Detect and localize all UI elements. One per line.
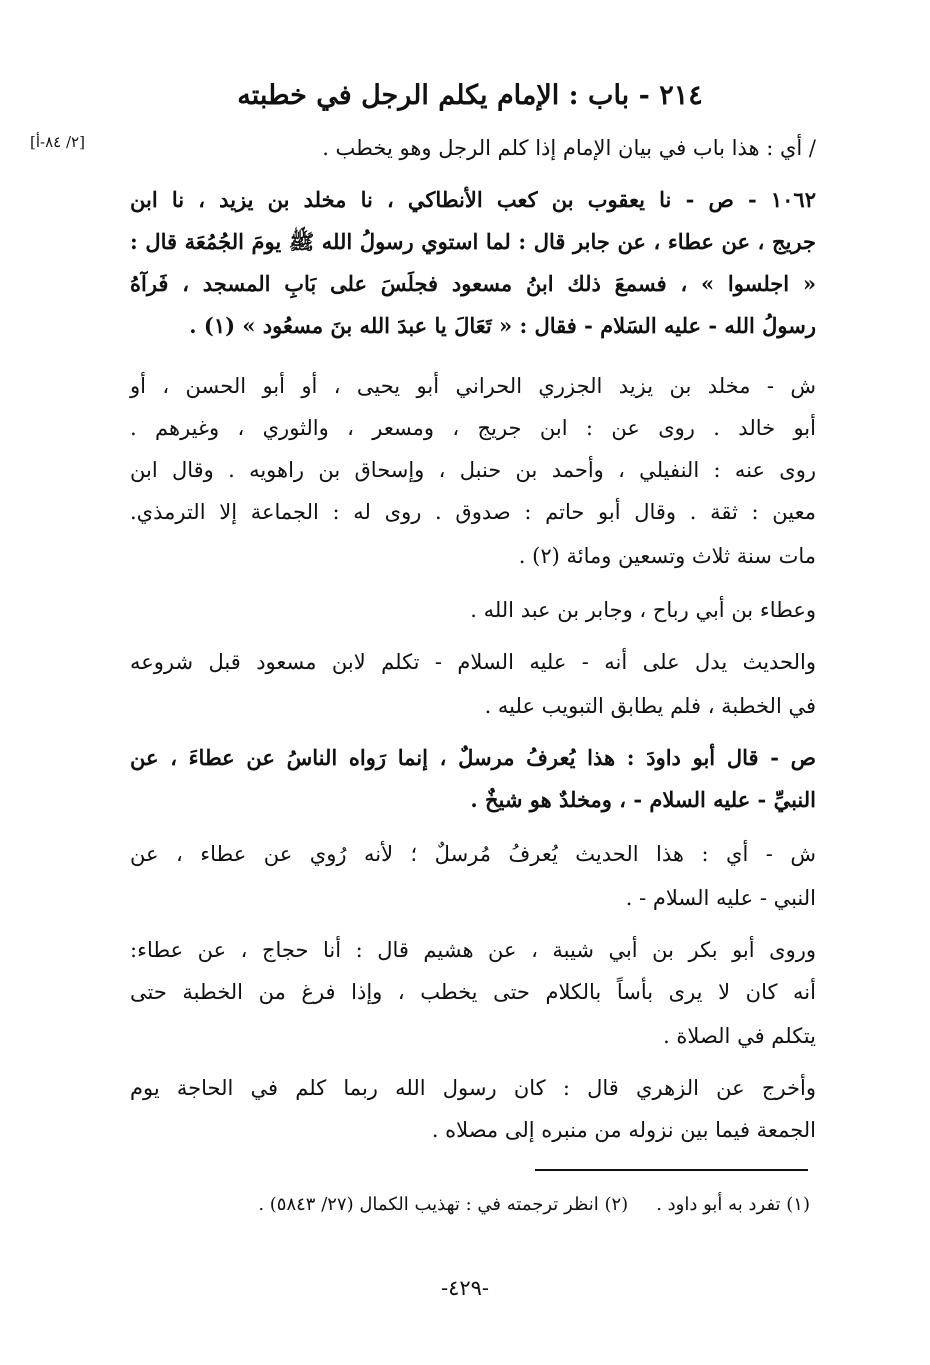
footnote-2: (٢) انظر ترجمته في : تهذيب الكمال (٢٧/ ٥٨٤٣) . (258, 1194, 629, 1215)
hadith-line: النبيِّ - عليه السلام - ، ومخلدٌ هو شيخٌ . (470, 787, 816, 812)
commentary-line: والحديث يدل على أنه - عليه السلام - تكلم لابن مسعود قبل شروعه (130, 650, 816, 674)
manuscript-folio-ref: [٢/ ٨٤-أ] (30, 133, 85, 151)
commentary-line: ش - مخلد بن يزيد الجزري الحراني أبو يحيى ، أو أبو الحسن ، أو (130, 374, 816, 398)
commentary-line: وأخرج عن الزهري قال : كان رسول الله ربما كلم في الحاجة يوم (130, 1076, 816, 1100)
commentary-line: أنه كان لا يرى بأساً بالكلام حتى يخطب ، وإذا فرغ من الخطبة حتى (130, 980, 816, 1004)
footnote-separator (535, 1169, 808, 1171)
hadith-line: رسولُ الله - عليه السَلام - فقال : « تَعَالَ يا عبدَ الله بنَ مسعُود » (١) . (189, 313, 816, 338)
commentary-line: وروى أبو بكر بن أبي شيبة ، عن هشيم قال : أنا حجاج ، عن عطاء: (130, 938, 816, 962)
commentary-line: في الخطبة ، فلم يطابق التبويب عليه . (484, 694, 816, 718)
commentary-line: وعطاء بن أبي رباح ، وجابر بن عبد الله . (470, 598, 816, 622)
commentary-line: الجمعة فيما بين نزوله من منبره إلى مصلاه . (431, 1118, 816, 1142)
footnotes (140, 1188, 810, 1222)
hadith-line: ص - قال أبو داودَ : هذا يُعرفُ مرسلٌ ، إنما رَواه الناسُ عن عطاءَ ، عن (130, 745, 816, 770)
hadith-line: ١٠٦٢ - ص - نا يعقوب بن كعب الأنطاكي ، نا مخلد بن يزيد ، نا ابن (130, 187, 816, 212)
chapter-title: ٢١٤ - باب : الإمام يكلم الرجل في خطبته (237, 80, 703, 111)
hadith-line: جريج ، عن عطاء ، عن جابر قال : لما استوي رسولُ الله ﷺ يومَ الجُمُعَة قال : (130, 229, 816, 254)
commentary-line: معين : ثقة . وقال أبو حاتم : صدوق . روى له : الجماعة إلا الترمذي. (130, 500, 816, 524)
commentary-line: / أي : هذا باب في بيان الإمام إذا كلم الرجل وهو يخطب . (322, 136, 816, 160)
commentary-line: أبو خالد . روى عن : ابن جريج ، ومسعر ، والثوري ، وغيرهم . (130, 416, 816, 440)
footnote-1: (١) تفرد به أبو داود . (656, 1194, 810, 1215)
commentary-line: روى عنه : النفيلي ، وأحمد بن حنبل ، وإسحاق بن راهويه . وقال ابن (130, 458, 816, 482)
commentary-line: يتكلم في الصلاة . (663, 1024, 816, 1048)
page-number: -٤٢٩- (440, 1276, 490, 1300)
commentary-line: النبي - عليه السلام - . (625, 886, 816, 910)
commentary-line: مات سنة ثلاث وتسعين ومائة (٢) . (518, 544, 816, 568)
hadith-line: « اجلسوا » ، فسمعَ ذلك ابنُ مسعود فجلَسَ على بَابِ المسجد ، فَرآهُ (130, 271, 816, 296)
commentary-line: ش - أي : هذا الحديث يُعرفُ مُرسلٌ ؛ لأنه رُوي عن عطاء ، عن (130, 842, 816, 866)
